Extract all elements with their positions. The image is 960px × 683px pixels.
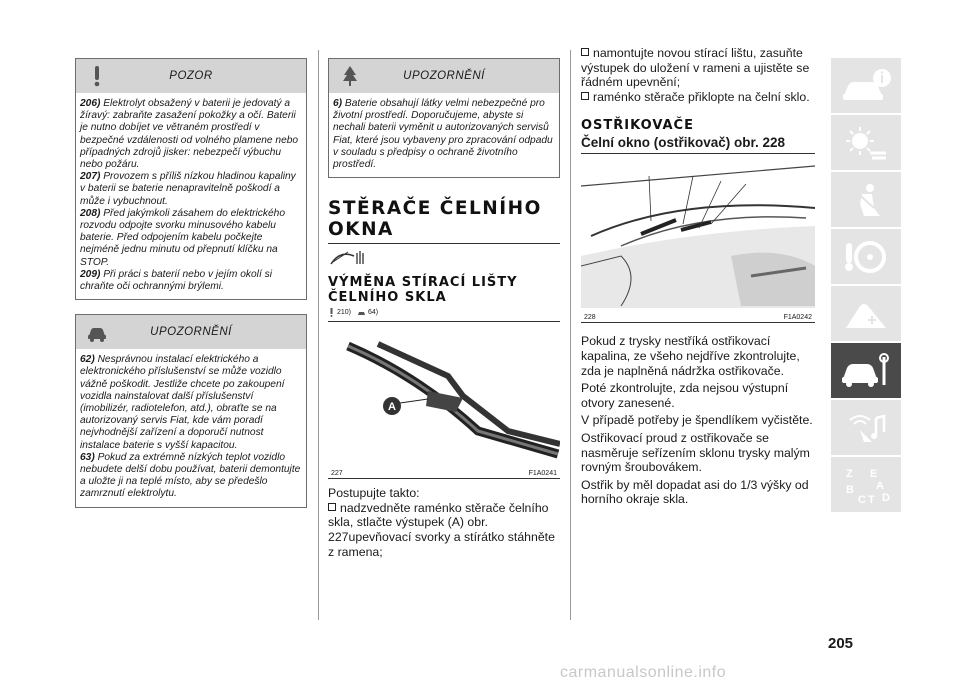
tab-dashboard[interactable] bbox=[831, 115, 901, 170]
warning-title: POZOR bbox=[169, 70, 213, 82]
warning-box-upozorneni bbox=[75, 314, 307, 507]
index-letter: B bbox=[846, 483, 854, 496]
index-letters-icon bbox=[840, 465, 892, 505]
warning-box-header bbox=[329, 59, 559, 93]
warning-box-pozor bbox=[75, 58, 307, 300]
reference-warning: 210) bbox=[328, 308, 351, 317]
middle-column bbox=[328, 58, 560, 559]
tab-multimedia[interactable] bbox=[831, 400, 901, 455]
figure-caption bbox=[328, 469, 560, 479]
watermark-text: carmanualsonline.info bbox=[560, 664, 727, 681]
procedure-step: raménko stěrače přiklopte na čelní sklo. bbox=[581, 90, 815, 105]
washers-text bbox=[581, 334, 815, 507]
procedure-step: namontujte novou stírací lištu, zasuňte výstupek do uložení v rameni a ujistěte se řádném upevnění; bbox=[581, 46, 810, 90]
warning-triangle-icon bbox=[840, 294, 892, 334]
procedure-step: nadzvedněte raménko stěrače čelního skla, stlačte výstupek (A) obr. 227upevňovací svorky a stírátko stáhněte z ramena; bbox=[328, 500, 555, 559]
paragraph: V případě potřeby je špendlíkem vyčistěte. bbox=[581, 413, 813, 428]
warning-title: UPOZORNĚNÍ bbox=[150, 326, 232, 339]
section-title: STĚRAČE ČELNÍHO OKNA bbox=[328, 198, 542, 241]
left-column bbox=[75, 58, 307, 508]
warning-item: 208) Před jakýmkoli zásahem do elektrického rozvodu odpojte svorku minusového kabelu baterie. Před odpojením kabelu počkejte nejméně jednu minutu od přepnutí klíčku na STOP. bbox=[80, 207, 285, 268]
car-damage-icon bbox=[86, 320, 108, 344]
column-divider bbox=[318, 50, 319, 620]
paragraph: Ostřikovací proud z ostřikovače se nasměruje seřízením sklonu trysky malým rovným šroubovákem. bbox=[581, 430, 810, 475]
warning-box-environment bbox=[328, 58, 560, 178]
warning-item: 209) Při práci s baterií nebo v jejím okolí si chraňte oči ochrannými brýlemi. bbox=[80, 268, 272, 293]
figure-number: 228 bbox=[584, 314, 596, 322]
section-rule bbox=[328, 321, 560, 322]
dashboard-lights-icon bbox=[840, 123, 892, 163]
section-subtitle: VÝMĚNA STÍRACÍ LIŠTY ČELNÍHO SKLA bbox=[328, 275, 518, 306]
index-letter: T bbox=[868, 493, 875, 505]
procedure-intro: Postupujte takto: bbox=[328, 486, 420, 501]
wiper-icon bbox=[328, 248, 368, 268]
wiper-blade-illustration bbox=[328, 336, 560, 464]
index-letter: A bbox=[876, 479, 884, 492]
paragraph: Pokud z trysky nestříká ostřikovací kapalina, ze všeho nejdříve zkontrolujte, zda je naplněná nádržka ostřikovače. bbox=[581, 334, 800, 378]
checkbox-bullet bbox=[328, 503, 336, 511]
figure-228 bbox=[581, 156, 815, 322]
checkbox-bullet bbox=[581, 48, 589, 56]
warning-box-body bbox=[76, 349, 306, 506]
car-tools-icon bbox=[840, 351, 892, 391]
section-rule bbox=[328, 243, 560, 244]
warning-box-header bbox=[76, 59, 306, 93]
exclamation-warning-icon bbox=[86, 64, 108, 88]
figure-caption bbox=[581, 313, 815, 323]
tab-maintenance[interactable] bbox=[831, 343, 901, 398]
warning-box-body bbox=[76, 93, 306, 299]
washers-subtitle: Čelní okno (ostřikovač) obr. 228 bbox=[581, 135, 786, 151]
checkbox-bullet bbox=[581, 92, 589, 100]
page-number: 205 bbox=[828, 635, 854, 652]
warning-box-body bbox=[329, 93, 559, 177]
figure-code: F1A0242 bbox=[783, 314, 812, 322]
warning-item: 6) Baterie obsahují látky velmi nebezpečné pro životní prostředí. Doporučujeme, abyste si nechali baterii vyměnit u autorizovaných servisů Fiat, které jsou vybaveny pro zpracování odpadu v souladu s předpisy o ochraně životního prostředí. bbox=[333, 98, 553, 171]
seat-airbag-icon bbox=[840, 180, 892, 220]
reference-caution: 64) bbox=[357, 308, 378, 317]
tab-safety[interactable] bbox=[831, 172, 901, 227]
tab-index[interactable] bbox=[831, 457, 901, 512]
column-divider bbox=[570, 50, 571, 620]
callout-label: A bbox=[388, 401, 396, 414]
washer-nozzles-illustration bbox=[581, 156, 815, 308]
section-heading-block bbox=[328, 198, 560, 322]
car-small-icon bbox=[357, 308, 366, 317]
warning-item: 207) Provozem s příliš nízkou hladinou kapaliny v baterii se baterie nenapravitelně poškodí a může i vybuchnout. bbox=[80, 171, 296, 207]
tree-environment-icon bbox=[339, 64, 361, 88]
index-letter: D bbox=[882, 491, 890, 504]
paragraph: Poté zkontrolujte, zda nejsou výstupní otvory zanesené. bbox=[581, 381, 789, 410]
index-letter: E bbox=[870, 467, 878, 480]
tab-vehicle-info[interactable] bbox=[831, 58, 901, 113]
warning-item: 63) Pokud za extrémně nízkých teplot vozidlo nebudete delší dobu používat, baterii demontujte a uložte ji na teplé místo, aby se předešlo zamrznutí elektrolytu. bbox=[80, 451, 301, 500]
index-letter: C bbox=[858, 493, 866, 505]
washers-heading-block bbox=[581, 118, 815, 154]
warning-item: 62) Nesprávnou instalací elektrického a elektronického příslušenství se může vozidlo vážně poškodit. Jestliže chcete po zakoupení vozidla nainstalovat další příslušenství (imobilizér, radiotelefon, atd.), obraťte se na autorizovaný servis Fiat, kde vám poradí nejvhodnější zařízení a doporučí nutnost instalace baterie s vyšší kapacitou. bbox=[80, 354, 285, 451]
figure-code: F1A0241 bbox=[528, 470, 557, 478]
procedure-text bbox=[328, 486, 560, 559]
figure-number: 227 bbox=[331, 470, 343, 478]
washers-title: OSTŘIKOVAČE bbox=[581, 118, 694, 134]
right-column bbox=[581, 46, 815, 507]
warning-item: 206) Elektrolyt obsažený v baterii je jedovatý a žíravý: zabraňte zasažení pokožky a očí. Baterii je nutno dobíjet ve větraném prostředí v bezpečné vzdálenosti od volného plamene nebo případných zdrojů jisker: nebezpečí výbuchu nebo požáru. bbox=[80, 98, 299, 171]
warning-box-header bbox=[76, 315, 306, 349]
media-navigation-icon bbox=[840, 408, 892, 448]
procedure-text-continued bbox=[581, 46, 815, 104]
chapter-tabs bbox=[831, 58, 901, 514]
index-letter: Z bbox=[846, 467, 853, 480]
car-info-icon bbox=[840, 66, 892, 106]
exclamation-icon bbox=[328, 308, 335, 317]
tab-emergency[interactable] bbox=[831, 286, 901, 341]
paragraph: Ostřik by měl dopadat asi do 1/3 výšky od horního okraje skla. bbox=[581, 477, 809, 507]
warning-title: UPOZORNĚNÍ bbox=[403, 70, 485, 82]
reference-list bbox=[328, 308, 560, 317]
steering-key-icon bbox=[840, 237, 892, 277]
tab-driving[interactable] bbox=[831, 229, 901, 284]
section-rule bbox=[581, 153, 815, 154]
figure-227 bbox=[328, 336, 560, 476]
